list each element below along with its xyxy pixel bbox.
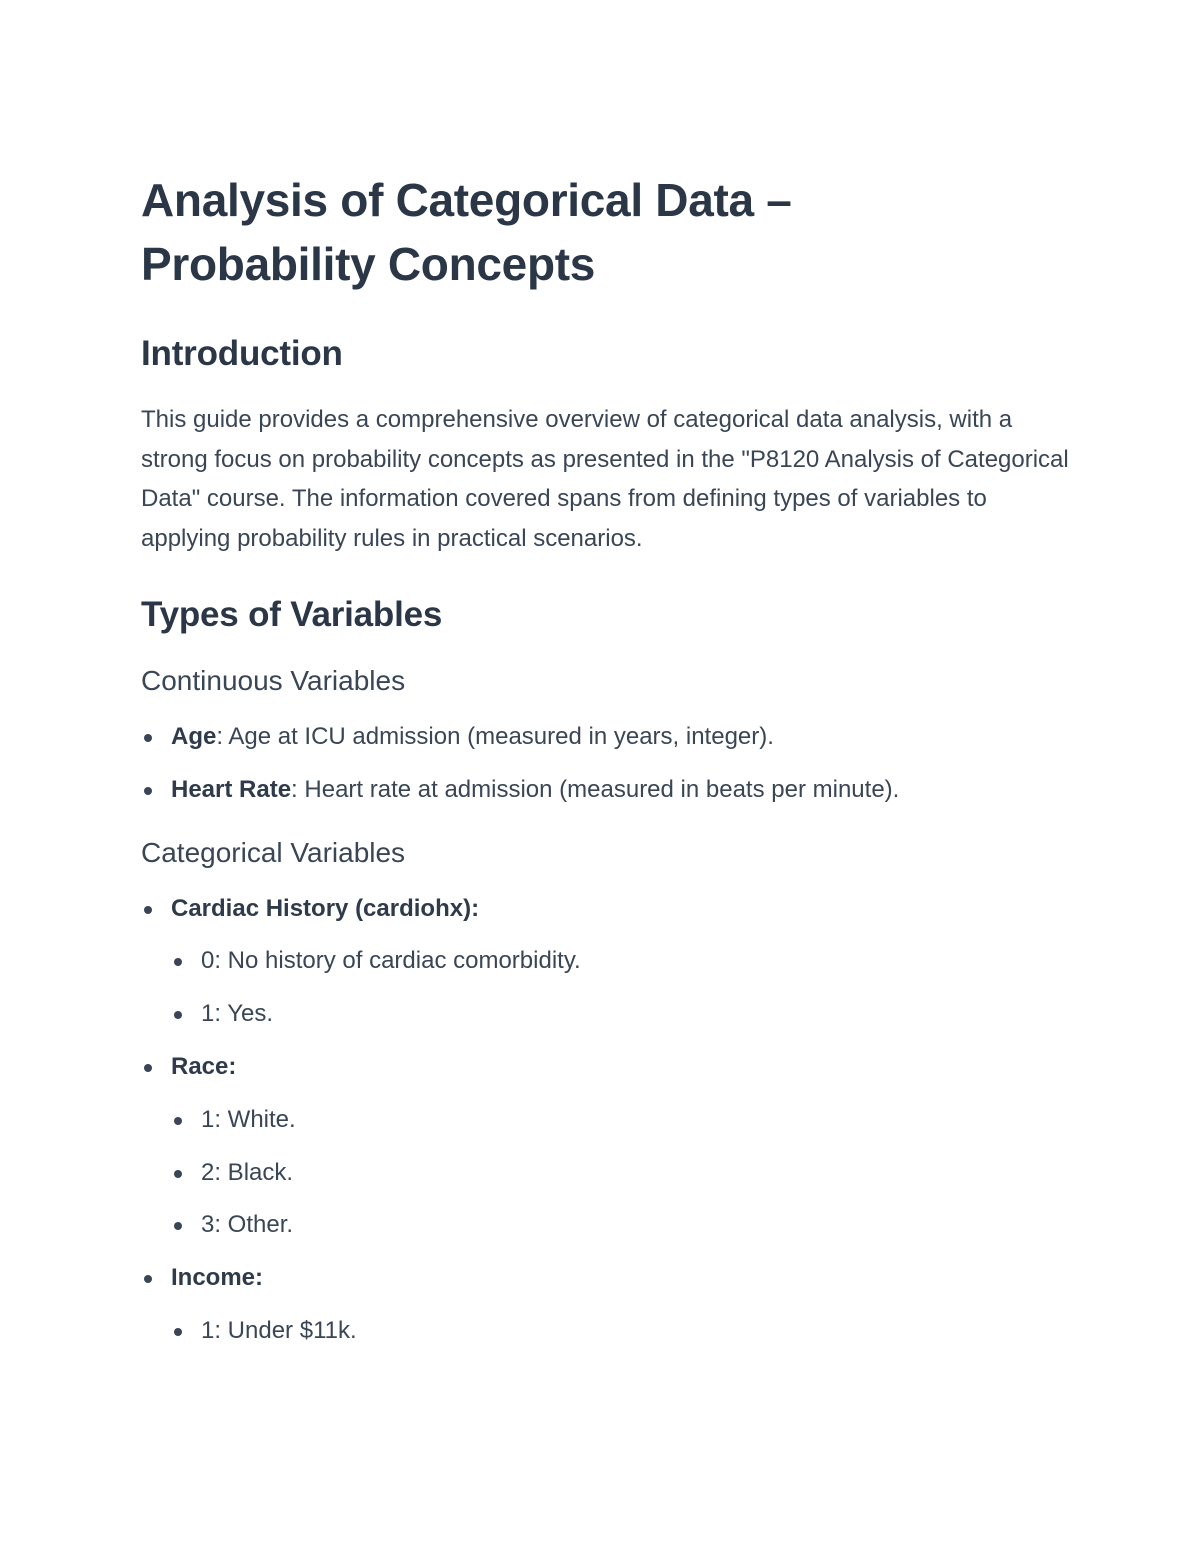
list-item: 1: White.: [171, 1094, 1071, 1147]
list-item: [141, 1252, 1071, 1358]
list-item: 2: Black.: [171, 1147, 1071, 1200]
document-title: [141, 168, 1071, 296]
variable-description: : Age at ICU admission (measured in years, integer).: [216, 723, 774, 750]
introduction-paragraph: This guide provides a comprehensive overview of categorical data analysis, with a strong focus on probability concepts as presented in the "P8120 Analysis of Categorical Data" course. The information covered spans from defining types of variables to applying probability rules in practical scenarios.: [141, 406, 1069, 552]
list-item: 0: No history of cardiac comorbidity.: [171, 935, 1071, 988]
list-item: 1: Yes.: [171, 988, 1071, 1041]
list-item: [141, 764, 1071, 817]
variable-term: Income:: [171, 1264, 264, 1292]
categorical-variables-heading: Categorical Variables: [141, 836, 406, 868]
title-line-2: Probability Concepts: [141, 238, 596, 290]
category-codes-list: [171, 935, 1071, 1041]
variable-term: Race:: [171, 1052, 237, 1080]
category-codes-list: [171, 1305, 1071, 1358]
document-page: [141, 168, 1071, 1358]
introduction-heading: Introduction: [141, 334, 343, 373]
categorical-variables-list: [141, 883, 1071, 1358]
continuous-variables-list: [141, 711, 1071, 817]
variable-description: : Heart rate at admission (measured in beats per minute).: [291, 775, 900, 803]
list-item: [141, 1041, 1071, 1252]
continuous-variables-heading: Continuous Variables: [141, 665, 406, 696]
list-item: [141, 883, 1071, 1041]
variable-term: Cardiac History (cardiohx):: [171, 894, 480, 922]
types-of-variables-heading: Types of Variables: [141, 595, 443, 634]
list-item: 1: Under $11k.: [171, 1305, 1071, 1358]
list-item: 3: Other.: [171, 1199, 1071, 1252]
title-line-1: Analysis of Categorical Data –: [141, 174, 792, 226]
variable-term: Age: [171, 723, 217, 750]
list-item: [141, 711, 1071, 764]
category-codes-list: [171, 1094, 1071, 1252]
variable-term: Heart Rate: [171, 775, 292, 803]
